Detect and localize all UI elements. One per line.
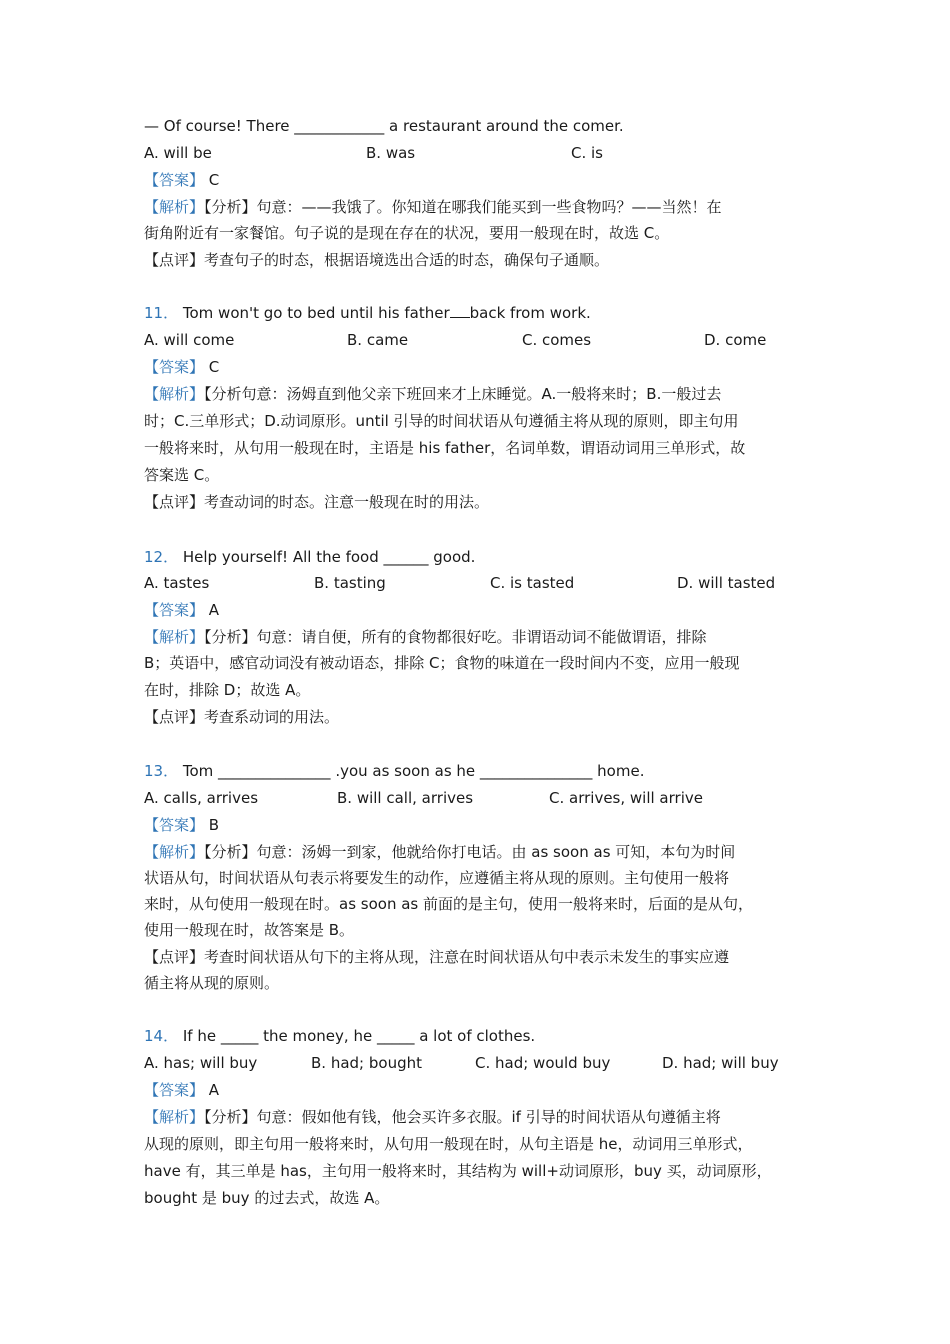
q14-analysis-line-1 [144, 1107, 721, 1127]
q10-analysis-line-2: 街角附近有一家餐馆。句子说的是现在存在的状况，要用一般现在时，故选 C。 [144, 224, 670, 242]
answer-value: C [208, 358, 220, 376]
q11-option-b: B. came [347, 331, 409, 349]
question-number: 13． [144, 762, 179, 780]
q14-stem [144, 1026, 535, 1046]
q11-analysis-line-1 [144, 384, 721, 404]
q10-option-c: C. is [571, 144, 603, 162]
q10-stem: — Of course! There ____________ a restaurant around the comer. [144, 117, 624, 135]
question-number: 14． [144, 1027, 179, 1045]
q13-analysis-line-3: 来时，从句使用一般现在时。as soon as 前面的是主句，使用一般将来时，后面的是从句， [144, 895, 753, 913]
analysis-tag: 【解析】 [144, 843, 205, 861]
question-number: 11． [144, 304, 179, 322]
q11-analysis-line-4: 答案选 C。 [144, 466, 220, 484]
answer-tag: 【答案】 [144, 601, 205, 619]
stem-text: Tom _______________ .you as soon as he _______________ home. [182, 762, 645, 780]
q13-comment-line-2: 循主将从现的原则。 [144, 974, 280, 992]
q10-comment: 【点评】考查句子的时态，根据语境选出合适的时态，确保句子通顺。 [144, 251, 610, 269]
answer-tag: 【答案】 [144, 816, 205, 834]
q14-option-d: D. had; will buy [662, 1054, 779, 1072]
analysis-text: 【分析句意：汤姆直到他父亲下班回来才上床睡觉。A.一般将来时；B.一般过去 [204, 385, 722, 403]
q11-option-a: A. will come [144, 331, 235, 349]
analysis-text: 【分析】句意：——我饿了。你知道在哪我们能买到一些食物吗？——当然！在 [204, 198, 722, 216]
q13-analysis-line-4: 使用一般现在时，故答案是 B。 [144, 921, 355, 939]
q10-answer [144, 170, 219, 190]
q14-option-b: B. had; bought [311, 1054, 422, 1072]
q13-option-c: C. arrives, will arrive [549, 789, 703, 807]
q12-option-c: C. is tasted [490, 574, 575, 592]
answer-blank [450, 303, 470, 318]
q11-option-d: D. come [704, 331, 767, 349]
q13-comment-line-1: 【点评】考查时间状语从句下的主将从现，注意在时间状语从句中表示未发生的事实应遵 [144, 948, 730, 966]
q13-analysis-line-2: 状语从句，时间状语从句表示将要发生的动作，应遵循主将从现的原则。主句使用一般将 [144, 869, 730, 887]
q12-analysis-line-3: 在时，排除 D；故选 A。 [144, 681, 311, 699]
q11-option-c: C. comes [522, 331, 592, 349]
q11-analysis-line-3: 一般将来时，从句用一般现在时，主语是 his father，名词单数，谓语动词用三单形式，故 [144, 439, 746, 457]
q11-stem [144, 303, 591, 323]
answer-tag: 【答案】 [144, 358, 205, 376]
q13-stem [144, 761, 644, 781]
q11-answer [144, 357, 219, 377]
analysis-text: 【分析】句意：汤姆一到家，他就给你打电话。由 as soon as 可知，本句为时间 [204, 843, 736, 861]
q13-option-b: B. will call, arrives [337, 789, 474, 807]
answer-value: B [208, 816, 220, 834]
analysis-text: 【分析】句意：假如他有钱，他会买许多衣服。if 引导的时间状语从句遵循主将 [204, 1108, 721, 1126]
q14-option-a: A. has; will buy [144, 1054, 258, 1072]
q13-option-a: A. calls, arrives [144, 789, 259, 807]
analysis-text: 【分析】句意：请自便，所有的食物都很好吃。非谓语动词不能做谓语，排除 [204, 628, 707, 646]
q12-analysis-line-1 [144, 627, 707, 647]
answer-value: A [208, 1081, 220, 1099]
q10-option-a: A. will be [144, 144, 212, 162]
q11-comment: 【点评】考查动词的时态。注意一般现在时的用法。 [144, 493, 490, 511]
stem-text: Help yourself! All the food ______ good. [182, 548, 476, 566]
answer-tag: 【答案】 [144, 171, 205, 189]
q12-option-d: D. will tasted [677, 574, 776, 592]
stem-text: Tom won't go to bed until his father [182, 304, 450, 322]
q12-comment: 【点评】考查系动词的用法。 [144, 708, 340, 726]
stem-text: back from work. [469, 304, 591, 322]
question-number: 12． [144, 548, 179, 566]
q14-analysis-line-3: have 有，其三单是 has，主句用一般将来时，其结构为 will+动词原形，buy 买，动词原形， [144, 1162, 772, 1180]
q14-answer [144, 1080, 219, 1100]
q10-option-b: B. was [366, 144, 416, 162]
q11-analysis-line-2: 时；C.三单形式；D.动词原形。until 引导的时间状语从句遵循主将从现的原则，即主句用 [144, 412, 739, 430]
stem-text: If he _____ the money, he _____ a lot of clothes. [182, 1027, 536, 1045]
q10-analysis-line-1 [144, 197, 722, 217]
q13-analysis-line-1 [144, 842, 735, 862]
q12-option-b: B. tasting [314, 574, 386, 592]
q14-option-c: C. had; would buy [475, 1054, 611, 1072]
analysis-tag: 【解析】 [144, 1108, 205, 1126]
answer-value: A [208, 601, 220, 619]
analysis-tag: 【解析】 [144, 385, 205, 403]
q14-analysis-line-4: bought 是 buy 的过去式，故选 A。 [144, 1189, 390, 1207]
answer-value: C [208, 171, 220, 189]
analysis-tag: 【解析】 [144, 198, 205, 216]
analysis-tag: 【解析】 [144, 628, 205, 646]
q14-analysis-line-2: 从现的原则，即主句用一般将来时，从句用一般现在时，从句主语是 he，动词用三单形式， [144, 1135, 753, 1153]
q12-answer [144, 600, 219, 620]
answer-tag: 【答案】 [144, 1081, 205, 1099]
q13-answer [144, 815, 219, 835]
q12-option-a: A. tastes [144, 574, 210, 592]
q12-stem [144, 547, 475, 567]
q12-analysis-line-2: B；英语中，感官动词没有被动语态，排除 C；食物的味道在一段时间内不变，应用一般现 [144, 654, 740, 672]
